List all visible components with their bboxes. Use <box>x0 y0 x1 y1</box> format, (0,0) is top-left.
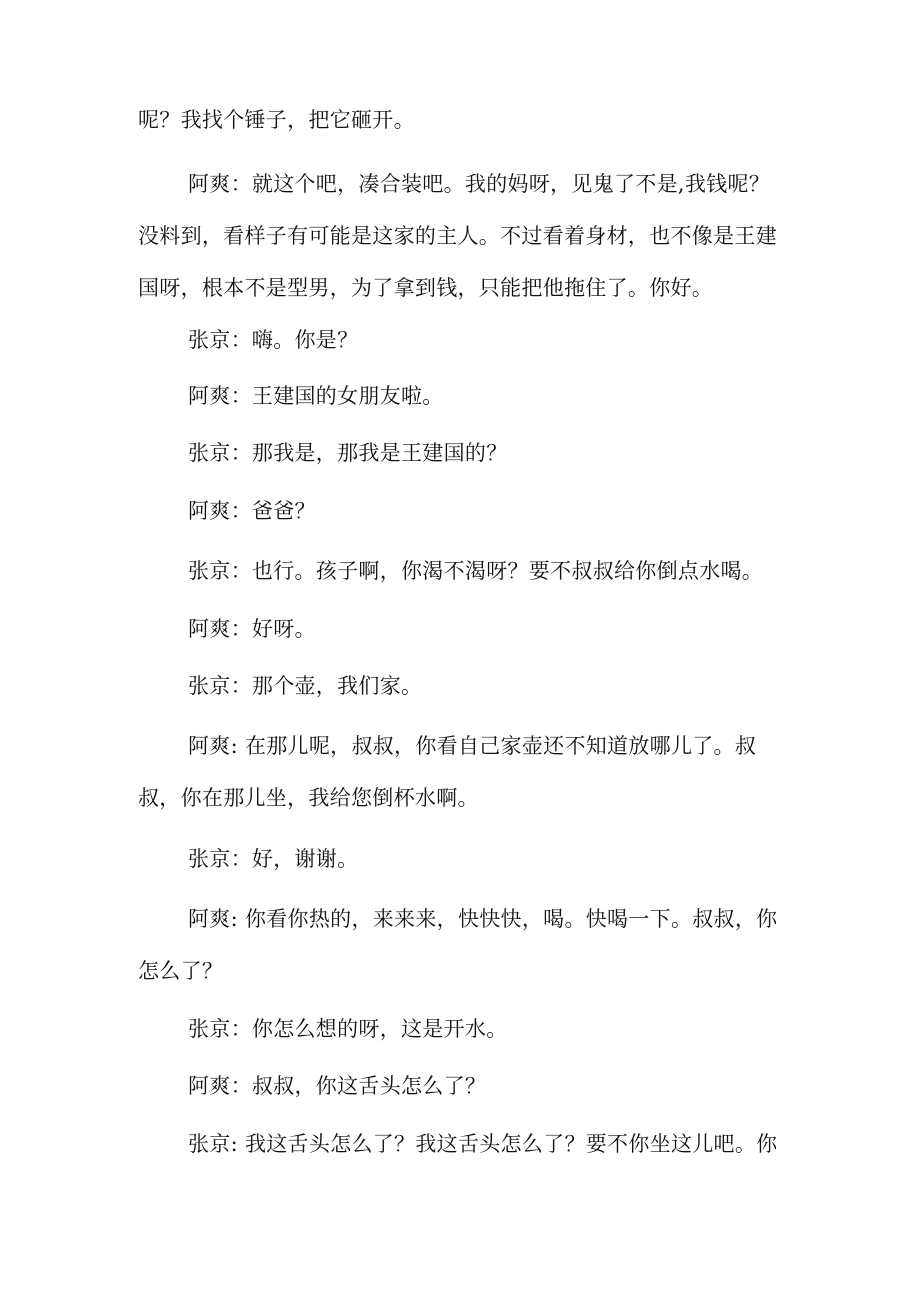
dialogue-line: 张京：你怎么想的呀，这是开水。 <box>188 1017 508 1041</box>
dialogue-line: 阿爽: 你看你热的，来来来，快快快，喝。快喝一下。叔叔，你怎么了？ <box>138 907 778 983</box>
dialogue-line: 阿爽: 在那儿呢，叔叔，你看自己家壶还不知道放哪儿了。叔叔，你在那儿坐，我给您倒杯水啊。 <box>138 734 757 810</box>
dialogue-line: 阿爽：就这个吧，凑合装吧。我的妈呀，见鬼了不是,我钱呢？没料到，看样子有可能是这家的主人。不过看着身材，也不像是王建国呀，根本不是型男，为了拿到钱，只能把他拖住了。你好。 <box>138 172 777 300</box>
dialogue-line: 阿爽：好呀。 <box>188 617 316 641</box>
dialogue-line: 阿爽：王建国的女朋友啦。 <box>188 384 444 408</box>
dialogue-line: 张京：也行。孩子啊，你渴不渴呀？要不叔叔给你倒点水喝。 <box>188 559 764 583</box>
paragraph-continuation: 呢？我找个锤子，把它砸开。 <box>138 108 415 132</box>
dialogue-line: 阿爽：叔叔，你这舌头怎么了？ <box>188 1074 487 1098</box>
dialogue-line: 张京：那个壶，我们家。 <box>188 674 423 698</box>
dialogue-line: 阿爽：爸爸？ <box>188 499 316 523</box>
dialogue-line: 张京：嗨。你是？ <box>188 328 359 352</box>
dialogue-line: 张京: 我这舌头怎么了？我这舌头怎么了？要不你坐这儿吧。你 <box>188 1132 778 1156</box>
dialogue-line: 张京：那我是，那我是王建国的？ <box>188 441 508 465</box>
dialogue-line: 张京：好，谢谢。 <box>188 847 359 871</box>
